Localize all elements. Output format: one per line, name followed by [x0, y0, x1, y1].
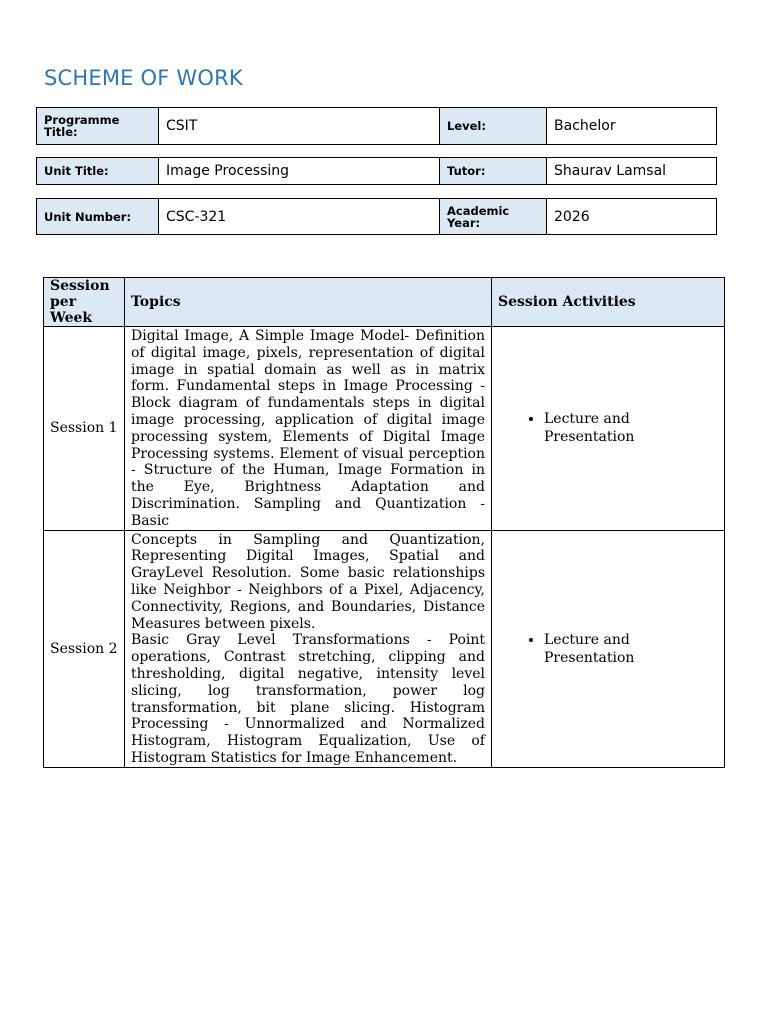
- unit-title-value: Image Processing: [159, 158, 440, 185]
- programme-title-value: CSIT: [159, 108, 440, 145]
- info-row-unit-title: [36, 157, 717, 185]
- unit-number-label: Unit Number:: [37, 199, 159, 235]
- tutor-label: Tutor:: [440, 158, 547, 185]
- session-column-header: Session per Week: [44, 278, 125, 327]
- sessions-table: [43, 277, 725, 768]
- info-row-unit-number: [36, 198, 717, 235]
- info-row-programme: [36, 107, 717, 145]
- academic-year-label: Academic Year:: [440, 199, 547, 235]
- programme-title-label: Programme Title:: [37, 108, 159, 145]
- unit-title-label: Unit Title:: [37, 158, 159, 185]
- unit-number-value: CSC-321: [159, 199, 440, 235]
- topics-cell: [125, 327, 492, 531]
- activities-column-header: Session Activities: [492, 278, 725, 327]
- level-value: Bachelor: [547, 108, 717, 145]
- level-label: Level:: [440, 108, 547, 145]
- session-row: [44, 327, 725, 531]
- sessions-header-row: [44, 278, 725, 327]
- tutor-value: Shaurav Lamsal: [547, 158, 717, 185]
- topics-paragraph: Basic Gray Level Transformations - Point operations, Contrast stretching, clipping and thresholding, digital negative, intensity level slicing, log transformation, power log transformation, bit plane slicing. Histogram Processing - Unnormalized and Normalized Histogram, Histogram Equalization, Use of Histogram Statistics for Image Enhancement.: [131, 632, 485, 766]
- page-title: SCHEME OF WORK: [44, 66, 243, 90]
- activities-cell: [492, 530, 725, 767]
- academic-year-value: 2026: [547, 199, 717, 235]
- session-label: Session 1: [44, 327, 125, 531]
- topics-paragraph: Concepts in Sampling and Quantization, Representing Digital Images, Spatial and GrayLevel Resolution. Some basic relationships like Neighbor - Neighbors of a Pixel, Adjacency, Connectivity, Regions, and Boundaries, Distance Measures between pixels.: [131, 531, 485, 632]
- activities-list: [498, 631, 718, 667]
- activities-cell: [492, 327, 725, 531]
- topics-cell: [125, 530, 492, 767]
- topics-paragraph: Digital Image, A Simple Image Model- Definition of digital image, pixels, representation of digital image in spatial domain as well as in matrix form. Fundamental steps in Image Processing - Block diagram of fundamentals steps in digital image processing, application of digital image processing system, Elements of Digital Image Processing systems. Element of visual perception - Structure of the Human, Image Formation in the Eye, Brightness Adaptation and Discrimination. Sampling and Quantization - Basic: [131, 328, 485, 529]
- activity-item: • Lecture and Presentation: [544, 631, 718, 667]
- topics-column-header: Topics: [125, 278, 492, 327]
- session-label: Session 2: [44, 530, 125, 767]
- session-row: [44, 530, 725, 767]
- activities-list: [498, 410, 718, 446]
- activity-item: • Lecture and Presentation: [544, 410, 718, 446]
